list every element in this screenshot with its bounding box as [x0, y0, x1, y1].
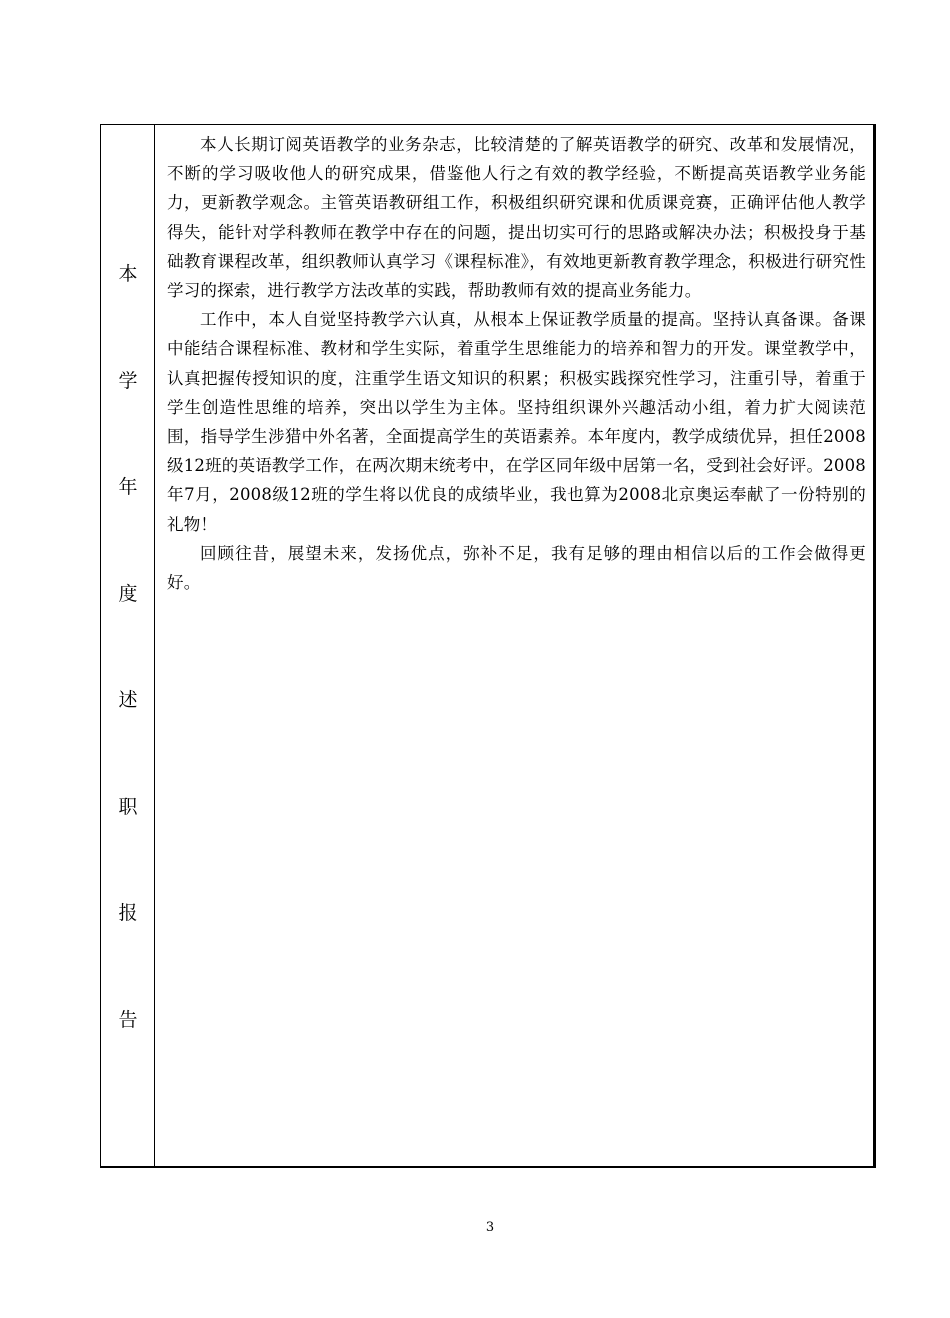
label-char: 学: [118, 370, 138, 392]
report-table: [100, 124, 876, 1168]
label-char: 告: [118, 1009, 138, 1031]
page-number: 3: [485, 1220, 495, 1235]
label-char: 报: [118, 902, 138, 924]
label-char: 述: [118, 689, 138, 711]
label-char: 度: [118, 583, 138, 605]
report-paragraph: 工作中，本人自觉坚持教学六认真，从根本上保证教学质量的提高。坚持认真备课。备课中能结合课程标准、教材和学生实际，着重学生思维能力的培养和智力的开发。课堂教学中，认真把握传授知识的度，注重学生语文知识的积累；积极实践探究性学习，注重引导，着重于学生创造性思维的培养，突出以学生为主体。坚持组织课外兴趣活动小组，着力扩大阅读范围，指导学生涉猎中外名著，全面提高学生的英语素养。本年度内，教学成绩优异，担任2008级12班的英语教学工作，在两次期末统考中，在学区同年级中居第一名，受到社会好评。2008年7月，2008级12班的学生将以优良的成绩毕业，我也算为2008北京奥运奉献了一份特别的礼物！: [167, 310, 866, 534]
report-paragraph: 回顾往昔，展望未来，发扬优点，弥补不足，我有足够的理由相信以后的工作会做得更好。: [167, 543, 866, 593]
label-char: 职: [118, 796, 138, 818]
section-label-column: [101, 125, 155, 1166]
label-char: 本: [118, 263, 138, 285]
label-char: 年: [118, 476, 138, 498]
report-content: [156, 125, 873, 1166]
report-paragraph: 本人长期订阅英语教学的业务杂志，比较清楚的了解英语教学的研究、改革和发展情况，不断的学习吸收他人的研究成果，借鉴他人行之有效的教学经验，不断提高英语教学业务能力，更新教学观念。主管英语教研组工作，积极组织研究课和优质课竞赛，正确评估他人教学得失，能针对学科教师在教学中存在的问题，提出切实可行的思路或解决办法；积极投身于基础教育课程改革，组织教师认真学习《课程标准》，有效地更新教育教学理念，积极进行研究性学习的探索，进行教学方法改革的实践，帮助教师有效的提高业务能力。: [167, 135, 866, 301]
